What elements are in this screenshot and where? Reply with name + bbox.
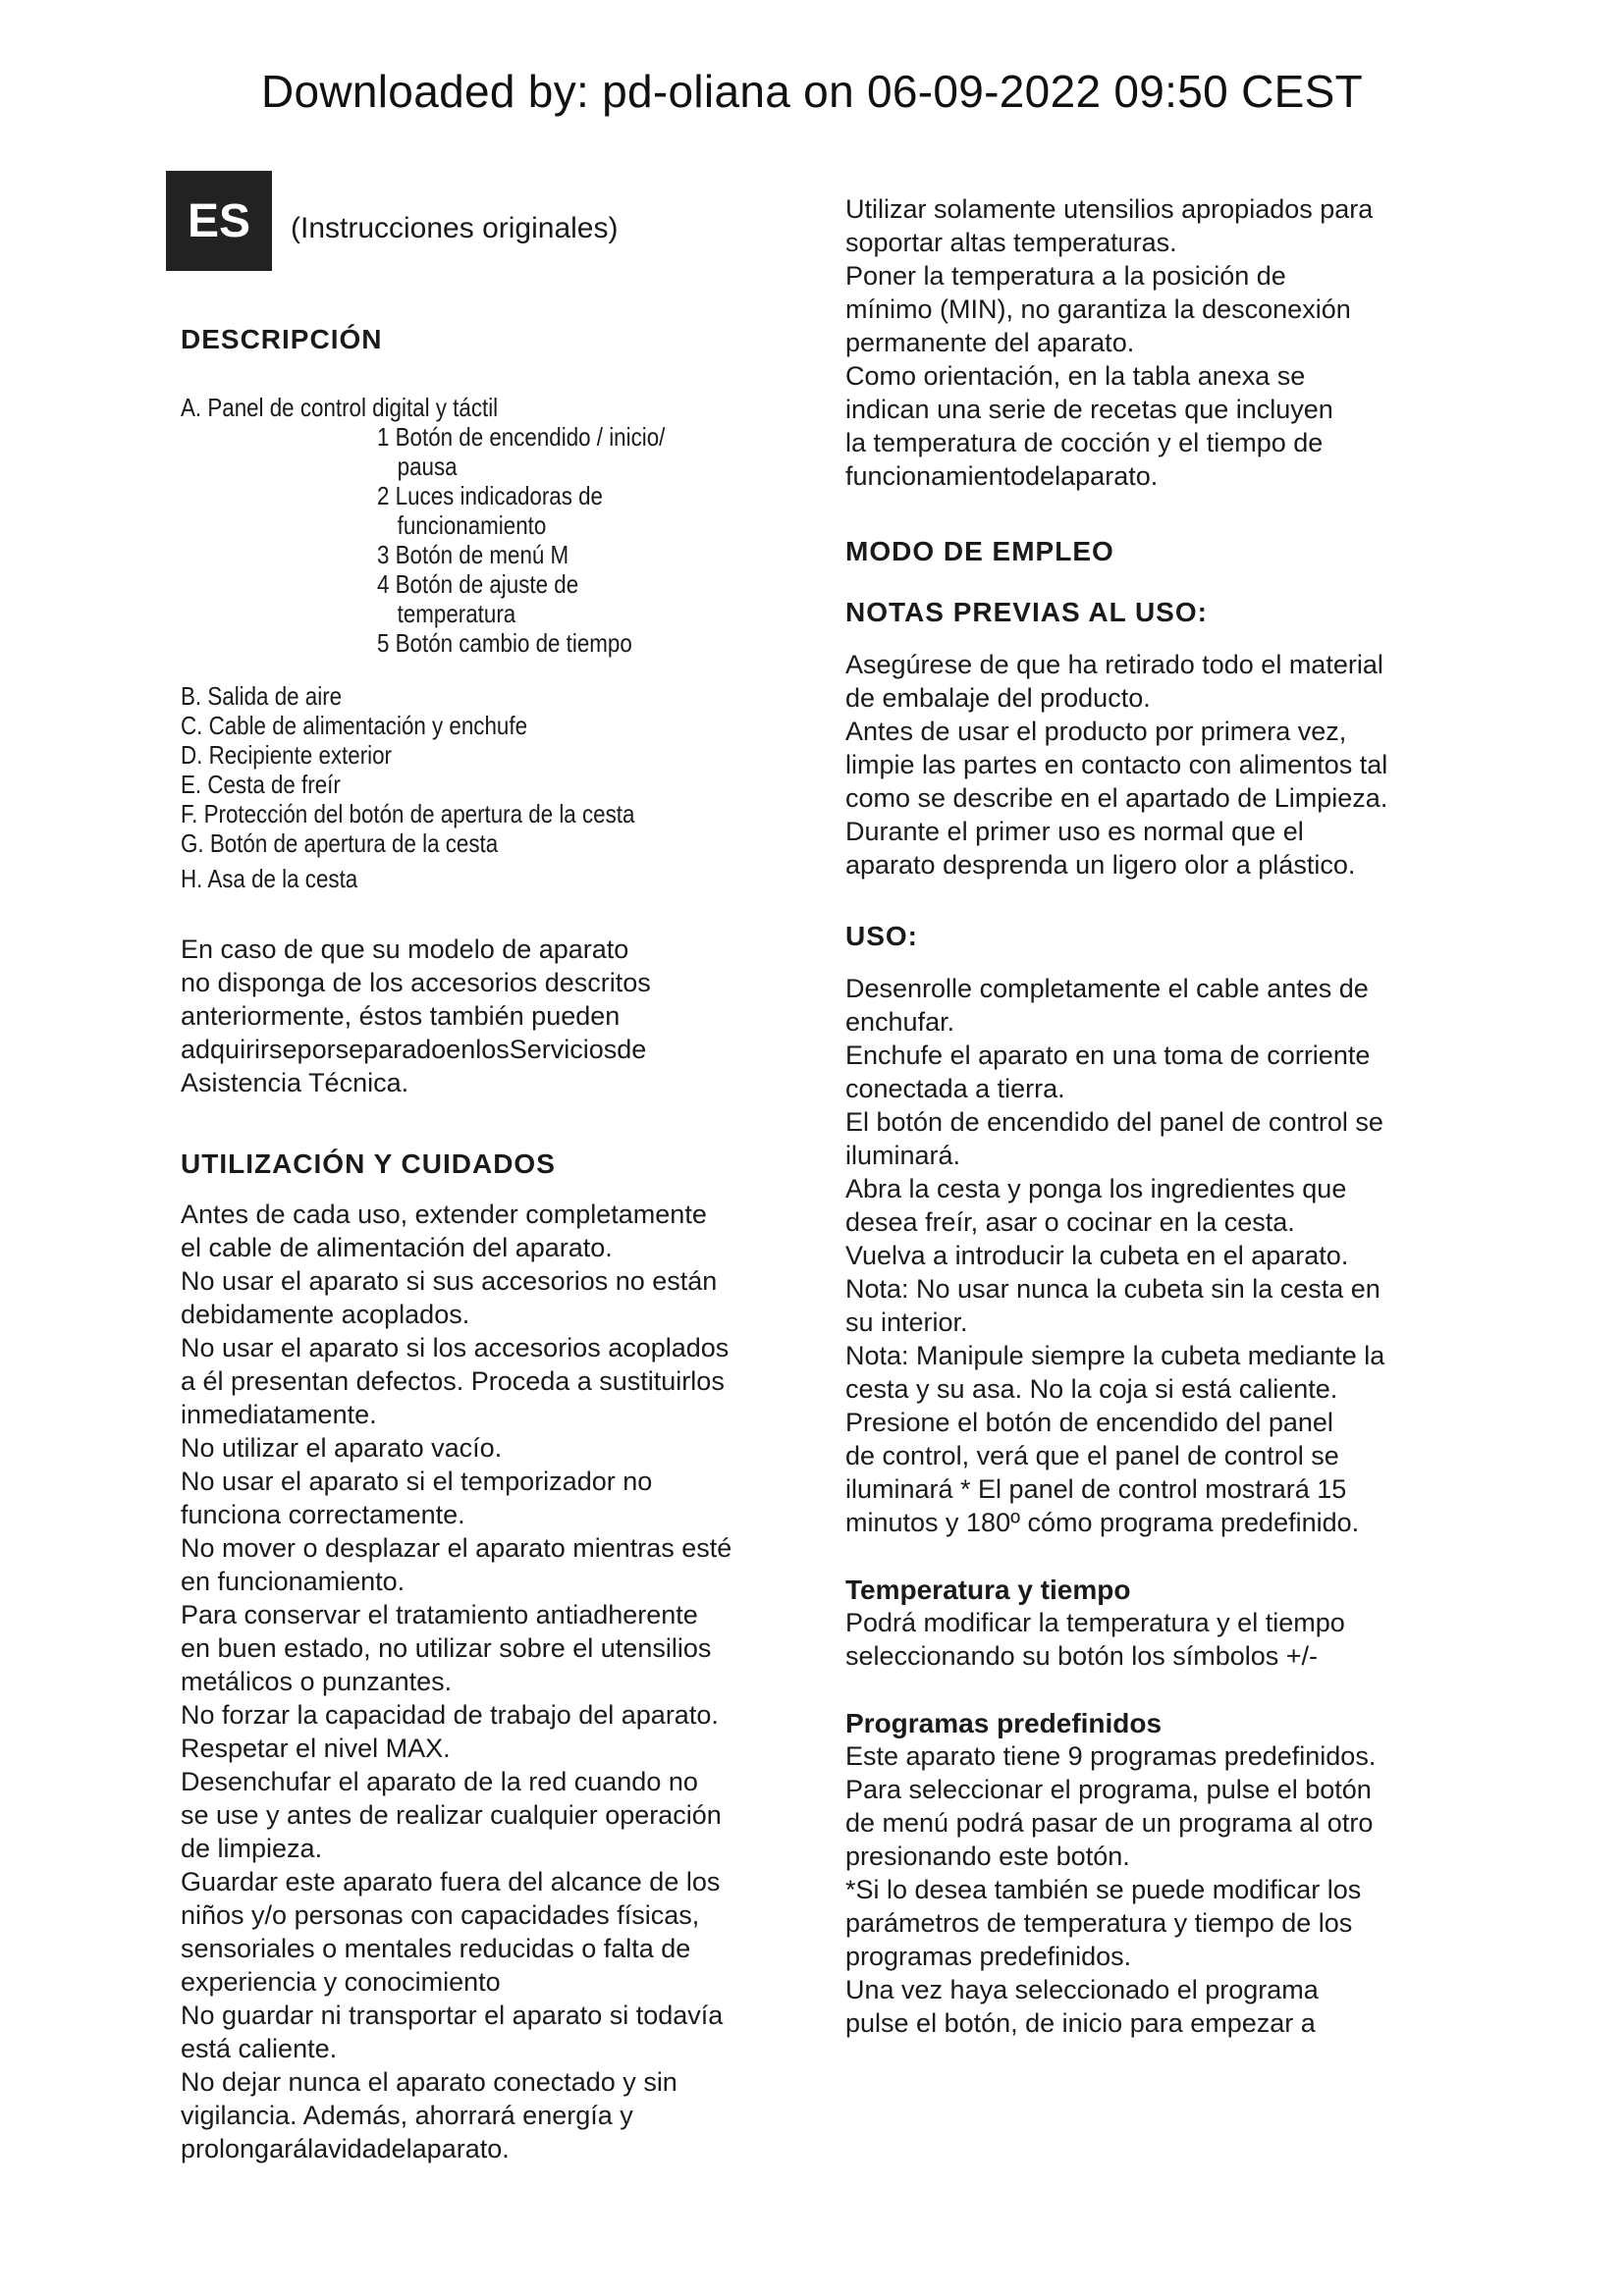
text-line: no disponga de los accesorios descritos	[181, 968, 651, 997]
text-line: Para conservar el tratamiento antiadherente	[181, 1600, 698, 1629]
text-line: como se describe en el apartado de Limpieza.	[845, 783, 1388, 813]
text-line: Una vez haya seleccionado el programa	[845, 1975, 1319, 2004]
text-line: de menú podrá pasar de un programa al otro	[845, 1808, 1374, 1838]
text-line: Antes de usar el producto por primera vez,	[845, 717, 1347, 746]
text-line: Guardar este aparato fuera del alcance de los	[181, 1867, 721, 1896]
text-line: No usar el aparato si los accesorios acoplados	[181, 1333, 730, 1362]
programas-heading: Programas predefinidos	[845, 1708, 1163, 1738]
sub-item: 2 Luces indicadoras de	[377, 481, 603, 510]
text-line: Abra la cesta y ponga los ingredientes que	[845, 1174, 1347, 1203]
text-line: se use y antes de realizar cualquier operación	[181, 1800, 722, 1830]
text-line: de limpieza.	[181, 1834, 323, 1863]
temperatura-heading: Temperatura y tiempo	[845, 1575, 1131, 1605]
text-line: la temperatura de cocción y el tiempo de	[845, 428, 1324, 457]
intro-paragraph	[845, 192, 1474, 493]
left-column	[181, 324, 809, 2165]
modo-heading: MODO DE EMPLEO	[845, 536, 1114, 566]
text-line: Utilizar solamente utensilios apropiados para	[845, 194, 1374, 224]
text-line: Desenrolle completamente el cable antes de	[845, 974, 1369, 1003]
text-line: indican una serie de recetas que incluyen	[845, 395, 1333, 424]
text-line: Podrá modificar la temperatura y el tiempo	[845, 1608, 1345, 1637]
parts-item: H. Asa de la cesta	[181, 864, 358, 893]
text-line: Nota: No usar nunca la cubeta sin la cesta en	[845, 1274, 1380, 1304]
text-line: funcionamientodelaparato.	[845, 461, 1159, 491]
utilizacion-heading: UTILIZACIÓN Y CUIDADOS	[181, 1148, 556, 1179]
text-line: parámetros de temperatura y tiempo de los	[845, 1908, 1353, 1938]
sub-item: pausa	[397, 452, 458, 481]
text-line: No guardar ni transportar el aparato si todavía	[181, 2001, 724, 2030]
instructions-caption: (Instrucciones originales)	[291, 212, 619, 244]
accessories-paragraph	[181, 933, 809, 1099]
text-line: desea freír, asar o cocinar en la cesta.	[845, 1207, 1295, 1237]
text-line: en buen estado, no utilizar sobre el utensilios	[181, 1633, 712, 1663]
language-badge: ES	[166, 171, 272, 271]
text-line: Enchufe el aparato en una toma de corriente	[845, 1041, 1371, 1070]
text-line: No usar el aparato si el temporizador no	[181, 1467, 653, 1496]
text-line: Poner la temperatura a la posición de	[845, 261, 1286, 291]
text-line: pulse el botón, de inicio para empezar a	[845, 2008, 1316, 2038]
parts-item: E. Cesta de freír	[181, 770, 341, 799]
text-line: En caso de que su modelo de aparato	[181, 934, 629, 964]
sub-item: temperatura	[397, 599, 516, 628]
right-column	[845, 192, 1474, 2040]
text-line: mínimo (MIN), no garantiza la desconexión	[845, 294, 1351, 324]
text-line: de embalaje del producto.	[845, 683, 1151, 713]
text-line: Vuelva a introducir la cubeta en el aparato.	[845, 1241, 1349, 1270]
text-line: No forzar la capacidad de trabajo del aparato.	[181, 1700, 719, 1730]
text-line: seleccionando su botón los símbolos +/-	[845, 1641, 1319, 1671]
parts-item: C. Cable de alimentación y enchufe	[181, 711, 528, 740]
text-line: iluminará * El panel de control mostrará 15	[845, 1474, 1347, 1504]
text-line: El botón de encendido del panel de control se	[845, 1107, 1383, 1137]
parts-item-a: A. Panel de control digital y táctil	[181, 393, 499, 422]
parts-item: D. Recipiente exterior	[181, 740, 392, 770]
text-line: funciona correctamente.	[181, 1500, 465, 1529]
text-line: aparato desprenda un ligero olor a plástico.	[845, 850, 1356, 880]
text-line: No dejar nunca el aparato conectado y sin	[181, 2067, 677, 2097]
text-line: soportar altas temperaturas.	[845, 228, 1177, 257]
text-line: Nota: Manipule siempre la cubeta mediante la	[845, 1341, 1385, 1370]
text-line: Asistencia Técnica.	[181, 1068, 409, 1097]
text-line: el cable de alimentación del aparato.	[181, 1233, 613, 1262]
control-panel-sublist	[181, 422, 809, 658]
text-line: No usar el aparato si sus accesorios no están	[181, 1266, 718, 1296]
parts-item: B. Salida de aire	[181, 681, 343, 711]
text-line: en funcionamiento.	[181, 1567, 406, 1596]
text-line: cesta y su asa. No la coja si está caliente.	[845, 1374, 1338, 1404]
text-line: No utilizar el aparato vacío.	[181, 1433, 503, 1463]
parts-item: F. Protección del botón de apertura de la cesta	[181, 799, 635, 828]
text-line: programas predefinidos.	[845, 1942, 1132, 1971]
text-line: *Si lo desea también se puede modificar los	[845, 1875, 1362, 1904]
text-line: niños y/o personas con capacidades físicas,	[181, 1900, 700, 1930]
text-line: Durante el primer uso es normal que el	[845, 817, 1304, 846]
text-line: Como orientación, en la tabla anexa se	[845, 361, 1306, 391]
uso-heading: USO:	[845, 921, 918, 951]
text-line: adquirirseporseparadoenlosServiciosde	[181, 1035, 647, 1064]
programas-paragraph	[845, 1739, 1474, 2040]
text-line: vigilancia. Además, ahorrará energía y	[181, 2101, 633, 2130]
sub-item: 1 Botón de encendido / inicio/	[377, 422, 666, 452]
text-line: presionando este botón.	[845, 1842, 1130, 1871]
text-line: Desenchufar el aparato de la red cuando no	[181, 1767, 698, 1796]
text-line: de control, verá que el panel de control se	[845, 1441, 1339, 1470]
temperatura-paragraph	[845, 1606, 1474, 1673]
text-line: metálicos o punzantes.	[181, 1667, 453, 1696]
text-line: Respetar el nivel MAX.	[181, 1734, 451, 1763]
text-line: a él presentan defectos. Proceda a sustituirlos	[181, 1366, 725, 1396]
utilizacion-paragraph	[181, 1198, 809, 2165]
notas-heading: NOTAS PREVIAS AL USO:	[845, 597, 1208, 627]
text-line: está caliente.	[181, 2034, 338, 2063]
download-watermark: Downloaded by: pd-oliana on 06-09-2022 09:50 CEST	[260, 66, 1363, 117]
text-line: prolongarálavidadelaparato.	[181, 2134, 510, 2163]
notas-paragraph	[845, 648, 1474, 881]
text-line: experiencia y conocimiento	[181, 1967, 501, 1997]
text-line: su interior.	[845, 1308, 968, 1337]
sub-item: 5 Botón cambio de tiempo	[377, 628, 632, 658]
text-line: inmediatamente.	[181, 1400, 377, 1429]
descripcion-heading: DESCRIPCIÓN	[181, 324, 383, 354]
text-line: Este aparato tiene 9 programas predefinidos.	[845, 1741, 1377, 1771]
uso-paragraph	[845, 972, 1474, 1539]
text-line: Asegúrese de que ha retirado todo el material	[845, 650, 1383, 679]
text-line: Presione el botón de encendido del panel	[845, 1408, 1333, 1437]
text-line: iluminará.	[845, 1141, 961, 1170]
parts-item: G. Botón de apertura de la cesta	[181, 828, 499, 858]
text-line: conectada a tierra.	[845, 1074, 1065, 1103]
text-line: enchufar.	[845, 1007, 955, 1037]
text-line: minutos y 180º cómo programa predefinido.	[845, 1508, 1360, 1537]
text-line: Antes de cada uso, extender completamente	[181, 1200, 707, 1229]
text-line: No mover o desplazar el aparato mientras esté	[181, 1533, 732, 1563]
text-line: Para seleccionar el programa, pulse el botón	[845, 1775, 1372, 1804]
text-line: sensoriales o mentales reducidas o falta de	[181, 1934, 691, 1963]
text-line: permanente del aparato.	[845, 328, 1135, 357]
sub-item: 4 Botón de ajuste de	[377, 569, 579, 599]
text-line: limpie las partes en contacto con alimentos tal	[845, 750, 1388, 779]
sub-item: 3 Botón de menú M	[377, 540, 569, 569]
text-line: anteriormente, éstos también pueden	[181, 1001, 621, 1031]
sub-item: funcionamiento	[397, 510, 547, 540]
parts-list	[181, 681, 809, 893]
text-line: debidamente acoplados.	[181, 1300, 470, 1329]
